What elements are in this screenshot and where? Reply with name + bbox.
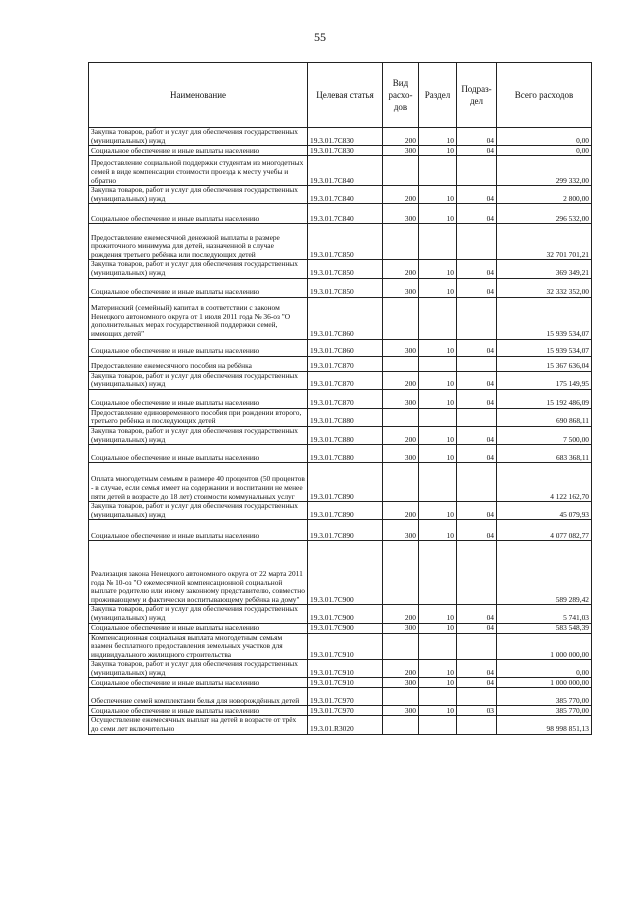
row-name-cell: Социальное обеспечение и иные выплаты населению	[89, 678, 308, 688]
row-section-cell: 10	[419, 278, 457, 297]
row-section-cell: 10	[419, 426, 457, 444]
row-name-cell: Социальное обеспечение и иные выплаты населению	[89, 146, 308, 156]
row-target-article-cell: 19.3.01.7С880	[308, 408, 383, 426]
row-total-cell: 0,00	[497, 146, 592, 156]
row-name-cell: Осуществление ежемесячных выплат на детей в возрасте от трёх до семи лет включительно	[89, 716, 308, 734]
row-total-cell: 0,00	[497, 128, 592, 146]
row-subsection-cell: 04	[457, 660, 497, 678]
row-expense-type-cell	[383, 297, 419, 339]
row-target-article-cell: 19.3.01.7С850	[308, 224, 383, 260]
row-target-article-cell: 19.3.01.7С860	[308, 339, 383, 356]
row-expense-type-cell: 300	[383, 678, 419, 688]
row-expense-type-cell: 200	[383, 502, 419, 520]
row-section-cell: 10	[419, 605, 457, 623]
row-section-cell: 10	[419, 204, 457, 224]
row-total-cell: 385 770,00	[497, 688, 592, 706]
row-total-cell: 1 000 000,00	[497, 633, 592, 660]
row-name-cell: Оплата многодетным семьям в размере 40 процентов (50 процентов - в случае, если семья имеет на содержании и воспитании не менее пяти детей в возрасте до 18 лет) стоимости коммунальных услуг	[89, 463, 308, 502]
row-target-article-cell: 19.3.01.7С830	[308, 128, 383, 146]
header-name: Наименование	[89, 63, 308, 128]
row-name-cell: Закупка товаров, работ и услуг для обеспечения государственных (муниципальных) нужд	[89, 660, 308, 678]
row-expense-type-cell: 300	[383, 706, 419, 716]
row-section-cell: 10	[419, 260, 457, 278]
row-subsection-cell	[457, 716, 497, 734]
table-row	[89, 706, 592, 716]
row-target-article-cell: 19.3.01.7С870	[308, 356, 383, 371]
row-expense-type-cell: 300	[383, 520, 419, 541]
row-total-cell: 683 368,11	[497, 445, 592, 463]
row-section-cell	[419, 541, 457, 605]
row-name-cell: Обеспечение семей комплектами белья для новорождённых детей	[89, 688, 308, 706]
row-total-cell: 32 332 352,00	[497, 278, 592, 297]
row-target-article-cell: 19.3.01.7С830	[308, 146, 383, 156]
row-section-cell	[419, 633, 457, 660]
table-row	[89, 146, 592, 156]
row-expense-type-cell: 200	[383, 128, 419, 146]
row-section-cell: 10	[419, 623, 457, 633]
budget-table	[88, 62, 592, 735]
row-expense-type-cell: 300	[383, 445, 419, 463]
table-row	[89, 426, 592, 444]
row-section-cell: 10	[419, 389, 457, 408]
table-row	[89, 716, 592, 734]
row-expense-type-cell: 300	[383, 204, 419, 224]
row-total-cell: 7 500,00	[497, 426, 592, 444]
header-total: Всего расходов	[497, 63, 592, 128]
row-name-cell: Предоставление единовременного пособия при рождении второго, третьего ребёнка и последующих детей	[89, 408, 308, 426]
row-total-cell: 2 800,00	[497, 186, 592, 204]
row-total-cell: 4 077 082,77	[497, 520, 592, 541]
row-section-cell: 10	[419, 678, 457, 688]
row-subsection-cell: 04	[457, 186, 497, 204]
table-row	[89, 688, 592, 706]
row-section-cell: 10	[419, 371, 457, 389]
row-subsection-cell: 04	[457, 605, 497, 623]
table-row	[89, 260, 592, 278]
row-expense-type-cell: 200	[383, 660, 419, 678]
row-subsection-cell: 04	[457, 204, 497, 224]
table-row	[89, 339, 592, 356]
table-row	[89, 408, 592, 426]
row-section-cell: 10	[419, 502, 457, 520]
row-name-cell: Закупка товаров, работ и услуг для обеспечения государственных (муниципальных) нужд	[89, 128, 308, 146]
row-target-article-cell: 19.3.01.7С840	[308, 204, 383, 224]
row-subsection-cell	[457, 356, 497, 371]
row-name-cell: Закупка товаров, работ и услуг для обеспечения государственных (муниципальных) нужд	[89, 371, 308, 389]
row-name-cell: Реализация закона Ненецкого автономного округа от 22 марта 2011 года № 10-оз "О ежемесячной компенсационной социальной выплате родителю или иному законному представителю, совместно проживающему и фактически воспитывающему ребёнка на дому"	[89, 541, 308, 605]
row-subsection-cell: 04	[457, 678, 497, 688]
row-name-cell: Закупка товаров, работ и услуг для обеспечения государственных (муниципальных) нужд	[89, 426, 308, 444]
row-section-cell: 10	[419, 706, 457, 716]
row-expense-type-cell: 200	[383, 426, 419, 444]
row-expense-type-cell: 300	[383, 389, 419, 408]
row-total-cell: 45 079,93	[497, 502, 592, 520]
row-expense-type-cell	[383, 716, 419, 734]
row-target-article-cell: 19.3.01.7С840	[308, 186, 383, 204]
row-target-article-cell: 19.3.01.7С910	[308, 660, 383, 678]
row-subsection-cell: 03	[457, 706, 497, 716]
table-row	[89, 520, 592, 541]
row-expense-type-cell	[383, 156, 419, 186]
table-row	[89, 186, 592, 204]
row-target-article-cell: 19.3.01.7С900	[308, 541, 383, 605]
row-total-cell: 0,00	[497, 660, 592, 678]
row-subsection-cell: 04	[457, 146, 497, 156]
header-target-article: Целевая статья	[308, 63, 383, 128]
row-subsection-cell: 04	[457, 278, 497, 297]
row-subsection-cell: 04	[457, 371, 497, 389]
row-target-article-cell: 19.3.01.7С910	[308, 633, 383, 660]
row-section-cell	[419, 688, 457, 706]
row-subsection-cell: 04	[457, 339, 497, 356]
row-subsection-cell: 04	[457, 260, 497, 278]
table-row	[89, 541, 592, 605]
table-header-row	[89, 63, 592, 128]
row-name-cell: Компенсационная социальная выплата многодетным семьям взамен бесплатного предоставления земельных участков для индивидуального жилищного строительства	[89, 633, 308, 660]
row-name-cell: Социальное обеспечение и иные выплаты населению	[89, 389, 308, 408]
row-target-article-cell: 19.3.01.7С840	[308, 156, 383, 186]
row-target-article-cell: 19.3.01.7С890	[308, 502, 383, 520]
row-section-cell: 10	[419, 445, 457, 463]
table-row	[89, 633, 592, 660]
row-total-cell: 385 770,00	[497, 706, 592, 716]
row-section-cell	[419, 356, 457, 371]
row-name-cell: Социальное обеспечение и иные выплаты населению	[89, 623, 308, 633]
row-total-cell: 690 868,11	[497, 408, 592, 426]
row-subsection-cell	[457, 633, 497, 660]
row-subsection-cell	[457, 688, 497, 706]
table-row	[89, 605, 592, 623]
table-row	[89, 678, 592, 688]
row-target-article-cell: 19.3.01.7С970	[308, 688, 383, 706]
row-total-cell: 1 000 000,00	[497, 678, 592, 688]
row-expense-type-cell	[383, 356, 419, 371]
row-target-article-cell: 19.3.01.7С890	[308, 463, 383, 502]
header-subsection: Подраз-дел	[457, 63, 497, 128]
row-subsection-cell: 04	[457, 389, 497, 408]
row-expense-type-cell: 200	[383, 186, 419, 204]
row-target-article-cell: 19.3.01.7С970	[308, 706, 383, 716]
row-target-article-cell: 19.3.01.7С910	[308, 678, 383, 688]
row-total-cell: 15 367 636,04	[497, 356, 592, 371]
row-target-article-cell: 19.3.01.7С850	[308, 260, 383, 278]
row-total-cell: 15 939 534,07	[497, 339, 592, 356]
table-row	[89, 204, 592, 224]
row-total-cell: 299 332,00	[497, 156, 592, 186]
row-target-article-cell: 19.3.01.7С890	[308, 520, 383, 541]
row-name-cell: Социальное обеспечение и иные выплаты населению	[89, 706, 308, 716]
row-expense-type-cell: 300	[383, 623, 419, 633]
row-subsection-cell: 04	[457, 128, 497, 146]
row-target-article-cell: 19.3.01.7С850	[308, 278, 383, 297]
row-total-cell: 98 998 851,13	[497, 716, 592, 734]
row-expense-type-cell	[383, 541, 419, 605]
row-section-cell	[419, 156, 457, 186]
row-name-cell: Предоставление ежемесячного пособия на ребёнка	[89, 356, 308, 371]
row-total-cell: 15 192 486,09	[497, 389, 592, 408]
row-subsection-cell	[457, 408, 497, 426]
row-subsection-cell	[457, 156, 497, 186]
page-number: 55	[314, 30, 326, 44]
row-section-cell	[419, 297, 457, 339]
row-target-article-cell: 19.3.01.7С870	[308, 371, 383, 389]
table-row	[89, 278, 592, 297]
row-subsection-cell: 04	[457, 502, 497, 520]
row-subsection-cell	[457, 541, 497, 605]
row-subsection-cell: 04	[457, 520, 497, 541]
row-expense-type-cell: 300	[383, 339, 419, 356]
row-total-cell: 369 349,21	[497, 260, 592, 278]
row-name-cell: Закупка товаров, работ и услуг для обеспечения государственных (муниципальных) нужд	[89, 260, 308, 278]
row-total-cell: 583 548,39	[497, 623, 592, 633]
table-body	[89, 128, 592, 735]
table-row	[89, 371, 592, 389]
table-row	[89, 660, 592, 678]
table-row	[89, 356, 592, 371]
row-total-cell: 589 289,42	[497, 541, 592, 605]
row-target-article-cell: 19.3.01.7С900	[308, 605, 383, 623]
row-expense-type-cell: 200	[383, 260, 419, 278]
row-section-cell: 10	[419, 339, 457, 356]
row-target-article-cell: 19.3.01.7С880	[308, 426, 383, 444]
table-row	[89, 463, 592, 502]
table-row	[89, 224, 592, 260]
row-name-cell: Социальное обеспечение и иные выплаты населению	[89, 204, 308, 224]
row-expense-type-cell: 300	[383, 146, 419, 156]
row-total-cell: 4 122 162,70	[497, 463, 592, 502]
table-row	[89, 156, 592, 186]
row-section-cell	[419, 224, 457, 260]
row-target-article-cell: 19.3.01.7С880	[308, 445, 383, 463]
row-section-cell	[419, 716, 457, 734]
row-target-article-cell: 19.3.01.7С870	[308, 389, 383, 408]
row-section-cell	[419, 408, 457, 426]
row-subsection-cell: 04	[457, 445, 497, 463]
row-subsection-cell	[457, 297, 497, 339]
row-section-cell: 10	[419, 660, 457, 678]
row-target-article-cell: 19.3.01.R3020	[308, 716, 383, 734]
row-name-cell: Закупка товаров, работ и услуг для обеспечения государственных (муниципальных) нужд	[89, 502, 308, 520]
row-expense-type-cell	[383, 224, 419, 260]
row-total-cell: 296 532,00	[497, 204, 592, 224]
table-row	[89, 297, 592, 339]
row-name-cell: Социальное обеспечение и иные выплаты населению	[89, 445, 308, 463]
row-expense-type-cell	[383, 688, 419, 706]
row-name-cell: Социальное обеспечение и иные выплаты населению	[89, 520, 308, 541]
row-section-cell	[419, 463, 457, 502]
row-name-cell: Предоставление ежемесячной денежной выплаты в размере прожиточного минимума для детей, назначенной в случае рождения третьего ребёнка или последующих детей	[89, 224, 308, 260]
row-subsection-cell: 04	[457, 623, 497, 633]
row-total-cell: 5 741,03	[497, 605, 592, 623]
row-section-cell: 10	[419, 186, 457, 204]
row-subsection-cell	[457, 463, 497, 502]
row-target-article-cell: 19.3.01.7С900	[308, 623, 383, 633]
row-total-cell: 175 149,95	[497, 371, 592, 389]
table-row	[89, 389, 592, 408]
row-section-cell: 10	[419, 520, 457, 541]
table-row	[89, 502, 592, 520]
row-target-article-cell: 19.3.01.7С860	[308, 297, 383, 339]
table-row	[89, 445, 592, 463]
row-name-cell: Социальное обеспечение и иные выплаты населению	[89, 278, 308, 297]
row-section-cell: 10	[419, 146, 457, 156]
row-name-cell: Социальное обеспечение и иные выплаты населению	[89, 339, 308, 356]
header-expense-type: Вид расхо-дов	[383, 63, 419, 128]
row-subsection-cell	[457, 224, 497, 260]
row-expense-type-cell	[383, 633, 419, 660]
row-name-cell: Предоставление социальной поддержки студентам из многодетных семей в виде компенсации стоимости проезда к месту учебы и обратно	[89, 156, 308, 186]
row-expense-type-cell	[383, 408, 419, 426]
row-total-cell: 32 701 701,21	[497, 224, 592, 260]
table-row	[89, 623, 592, 633]
row-name-cell: Материнский (семейный) капитал в соответствии с законом Ненецкого автономного округа от 1 июля 2011 года № 36-оз "О дополнительных мерах государственной поддержки семей, имеющих детей"	[89, 297, 308, 339]
row-expense-type-cell: 300	[383, 278, 419, 297]
row-subsection-cell: 04	[457, 426, 497, 444]
row-name-cell: Закупка товаров, работ и услуг для обеспечения государственных (муниципальных) нужд	[89, 186, 308, 204]
row-expense-type-cell: 200	[383, 605, 419, 623]
table-row	[89, 128, 592, 146]
row-section-cell: 10	[419, 128, 457, 146]
row-name-cell: Закупка товаров, работ и услуг для обеспечения государственных (муниципальных) нужд	[89, 605, 308, 623]
row-expense-type-cell	[383, 463, 419, 502]
row-total-cell: 15 939 534,07	[497, 297, 592, 339]
header-section: Раздел	[419, 63, 457, 128]
row-expense-type-cell: 200	[383, 371, 419, 389]
